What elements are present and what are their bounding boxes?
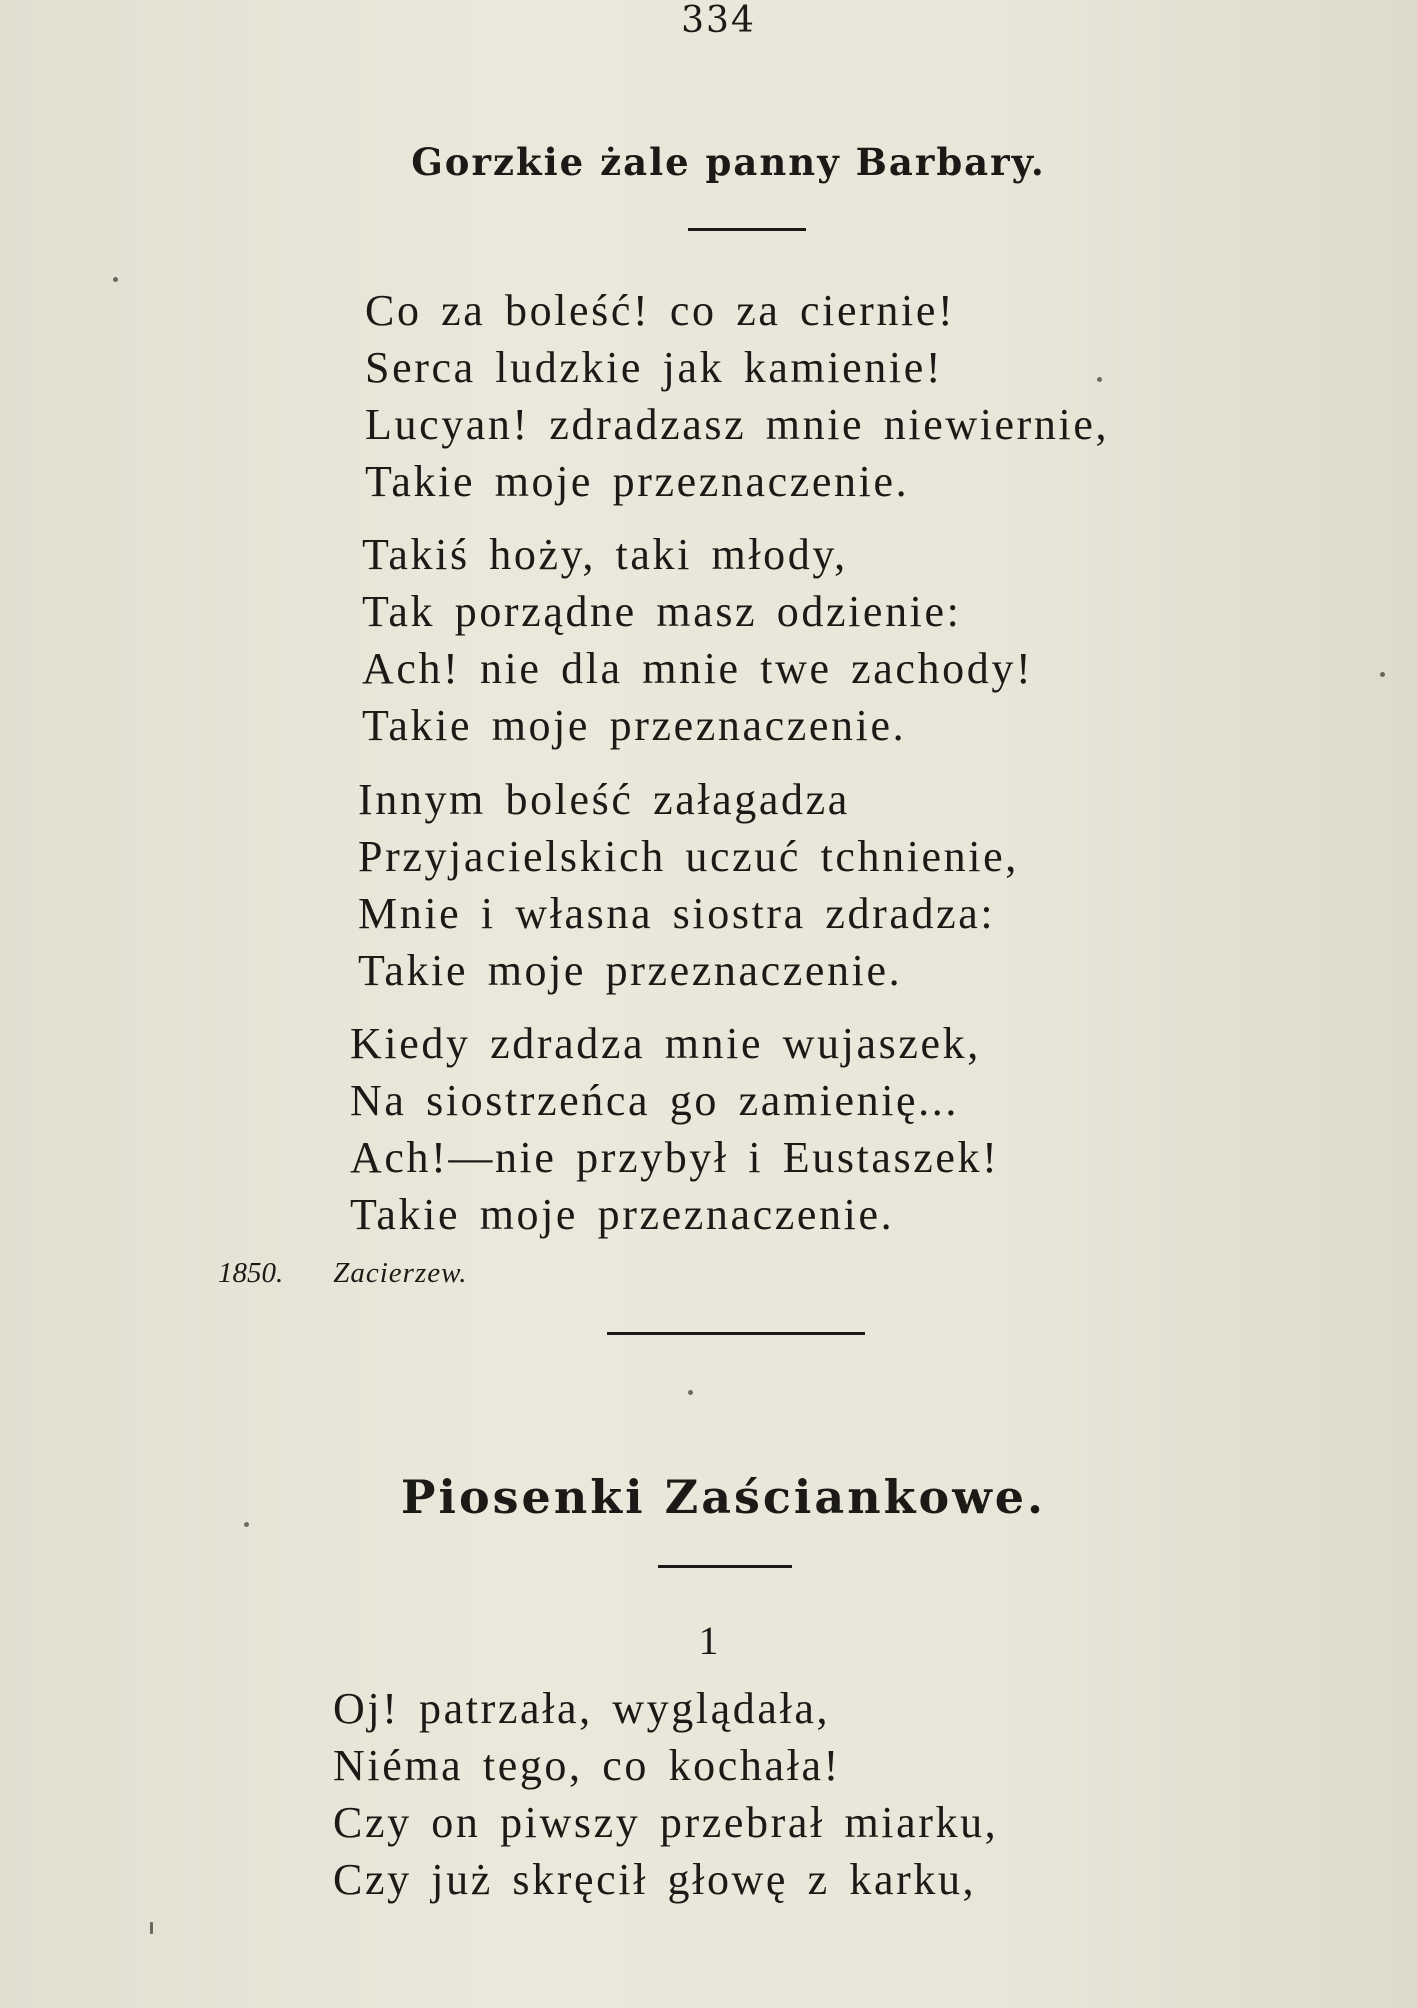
paper-speck bbox=[688, 1390, 693, 1395]
verse-line: Takie moje przeznaczenie. bbox=[358, 946, 903, 995]
verse-line: Przyjacielskich uczuć tchnienie, bbox=[358, 832, 1019, 881]
verse-line: Co za boleść! co za ciernie! bbox=[365, 286, 956, 335]
paper-speck bbox=[113, 277, 118, 282]
dateline bbox=[218, 1257, 468, 1290]
poem-place: Zacierzew. bbox=[333, 1257, 468, 1289]
verse-line: Takie moje przeznaczenie. bbox=[365, 457, 910, 506]
verse-line: Czy już skręcił głowę z karku, bbox=[333, 1855, 977, 1904]
paper-speck bbox=[1097, 377, 1102, 382]
poem-date: 1850. bbox=[218, 1257, 284, 1289]
verse-line: Tak porządne masz odzienie: bbox=[362, 587, 962, 636]
verse-line: Lucyan! zdradzasz mnie niewiernie, bbox=[365, 400, 1110, 449]
page-number: 334 bbox=[681, 0, 756, 41]
stanza-1 bbox=[365, 282, 1109, 510]
stanza-3 bbox=[358, 771, 1019, 999]
section-number: 1 bbox=[698, 1618, 719, 1663]
paper-speck bbox=[1380, 672, 1385, 677]
verse-line: Kiedy zdradza mnie wujaszek, bbox=[350, 1019, 981, 1068]
verse-line: Niéma tego, co kochała! bbox=[333, 1741, 841, 1790]
verse-line: Innym boleść załagadza bbox=[358, 775, 850, 824]
paper-speck bbox=[150, 1922, 153, 1934]
verse-line: Ach! nie dla mnie twe zachody! bbox=[362, 644, 1034, 693]
title-rule bbox=[688, 228, 806, 231]
verse-line: Mnie i własna siostra zdradza: bbox=[358, 889, 996, 938]
paper-speck bbox=[244, 1522, 249, 1527]
verse-line: Na siostrzeńca go zamienię... bbox=[350, 1076, 959, 1125]
verse-line: Takie moje przeznaczenie. bbox=[362, 701, 907, 750]
title-rule bbox=[658, 1565, 792, 1568]
section-title: Piosenki Zaściankowe. bbox=[400, 1470, 1047, 1524]
verse-line: Takie moje przeznaczenie. bbox=[350, 1190, 895, 1239]
song-1-stanza bbox=[333, 1680, 998, 1908]
stanza-2 bbox=[362, 526, 1033, 754]
verse-line: Czy on piwszy przebrał miarku, bbox=[333, 1798, 999, 1847]
verse-line: Ach!—nie przybył i Eustaszek! bbox=[350, 1133, 1000, 1182]
verse-line: Oj! patrzała, wyglądała, bbox=[333, 1684, 831, 1733]
verse-line: Takiś hoży, taki młody, bbox=[362, 530, 848, 579]
verse-line: Serca ludzkie jak kamienie! bbox=[365, 343, 944, 392]
section-divider bbox=[607, 1332, 865, 1335]
stanza-4 bbox=[350, 1015, 999, 1243]
poem-title: Gorzkie żale panny Barbary. bbox=[411, 140, 1046, 184]
